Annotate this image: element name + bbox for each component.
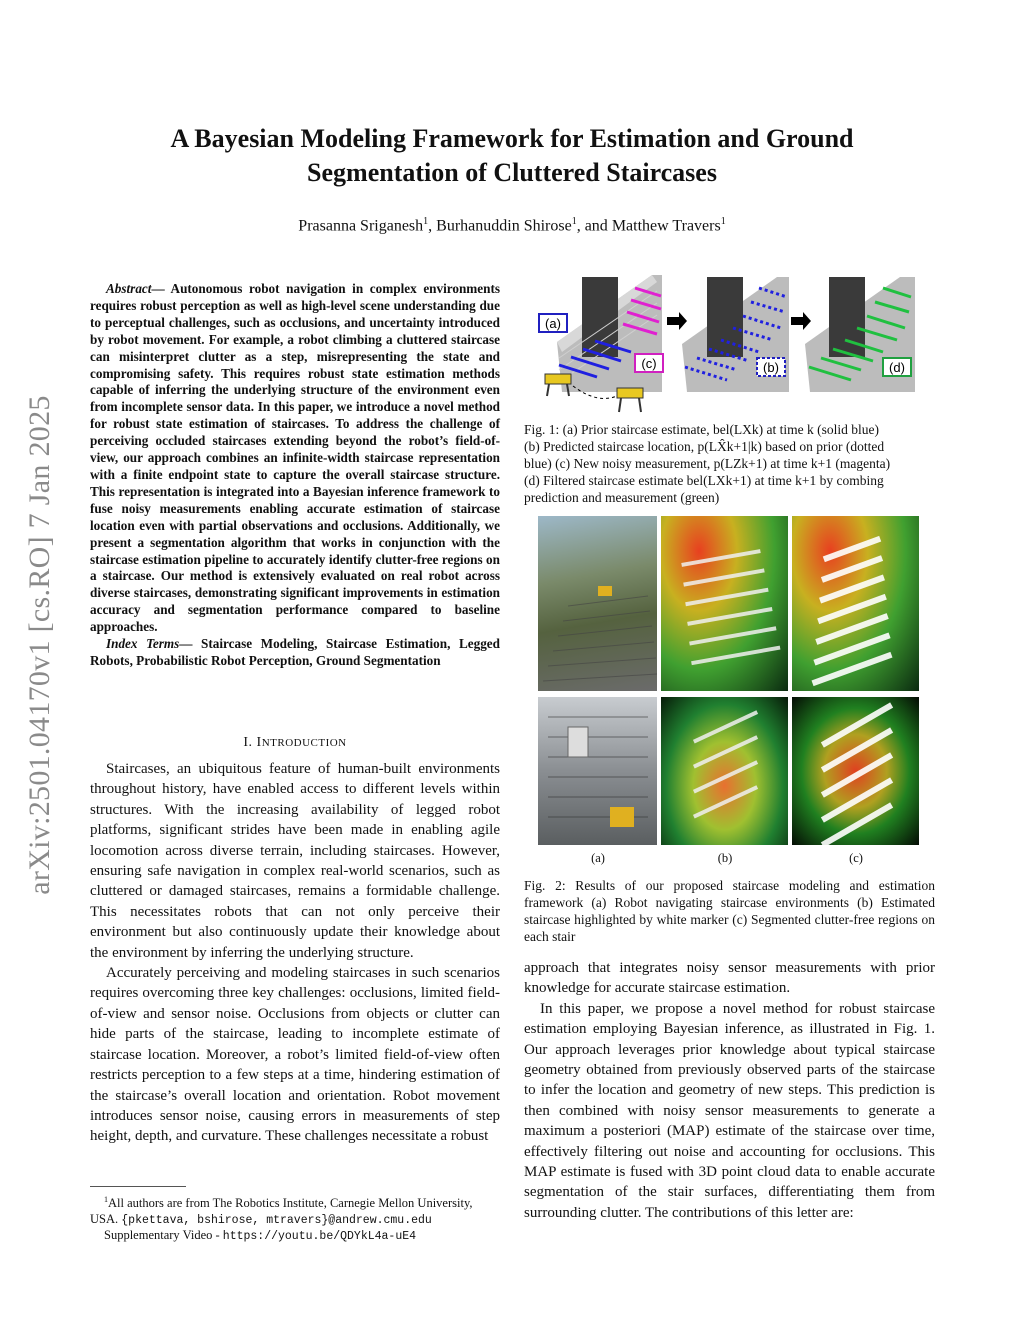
fig1-caption-line: (b) Predicted staircase location, p(LX̂k+1|k) based on prior (dotted bbox=[524, 439, 885, 454]
fig2-cloud-b-bottom bbox=[661, 697, 788, 845]
fig2-label-b: (b) bbox=[717, 851, 733, 865]
abstract-dash: — bbox=[151, 281, 171, 296]
fig1-caption-line: (d) Filtered staircase estimate bel(LXk+1) at time k+1 by combing bbox=[524, 473, 884, 488]
tag-b: (b) bbox=[763, 360, 779, 375]
cloud-b-top-stripes bbox=[661, 516, 788, 691]
tag-a: (a) bbox=[545, 316, 561, 331]
fig2-photo-a-top bbox=[538, 516, 657, 691]
author-3: Matthew Travers bbox=[611, 217, 721, 235]
stairs-metal-lines bbox=[538, 697, 657, 845]
arxiv-stamp: arXiv:2501.04170v1 [cs.RO] 7 Jan 2025 bbox=[23, 395, 56, 895]
affil-mark-1: 1 bbox=[423, 216, 429, 227]
figure-1-diagram bbox=[537, 272, 935, 414]
arrow-1 bbox=[667, 312, 687, 330]
footnote bbox=[90, 1192, 500, 1245]
tag-d: (d) bbox=[889, 360, 905, 375]
fig2-label-c: (c) bbox=[849, 851, 863, 865]
fig1-caption-line: prediction and measurement (green) bbox=[524, 490, 720, 505]
section-numeral: I. bbox=[243, 735, 257, 750]
abstract bbox=[90, 281, 500, 670]
intro-body bbox=[90, 759, 500, 1147]
staircase-a bbox=[557, 275, 662, 392]
section-first-letter: I bbox=[256, 735, 262, 750]
clutter-box-b bbox=[707, 277, 743, 357]
section-heading-introduction bbox=[90, 735, 500, 751]
robot-photo-icon bbox=[598, 586, 612, 596]
footnote-video-label: Supplementary Video - bbox=[104, 1228, 223, 1243]
intro-paragraph-1: Staircases, an ubiquitous feature of human-built environments throughout history, have enabled access to different levels within structures. With the increasing availability of legged robot platforms, significant strides have been made in enabling agile locomotion across diverse terrain, including staircases. However, ensuring safe navigation in complex real-world scenarios, such as cluttered or damaged staircases, remains a formidable challenge. This necessitates robots that can not only perceive their environment but also continuously update their knowledge about the environment by inferring the underlying structure. bbox=[90, 761, 500, 961]
right-paragraph-1: approach that integrates noisy sensor measurements with prior knowledge for accurate staircase estimation. bbox=[524, 960, 935, 997]
affil-mark-3: 1 bbox=[720, 216, 726, 227]
intro-paragraph-2: Accurately perceiving and modeling staircases in such scenarios requires overcoming three key challenges: occlusions, limited field-of-view and sensor noise. Occlusions from objects or clutter can hide parts of the staircase, leading to incomplete estimate of staircase location. Moreover, a robot’s limited field-of-view often restricts perception to a few steps at a time, hindering estimation of the staircase’s overall location and orientation. Robot movement introduces sensor noise, causing errors in measurements of step height, depth, and curvature. These challenges necessitate a robust bbox=[90, 965, 500, 1145]
title-line-1: A Bayesian Modeling Framework for Estimation and Ground bbox=[170, 124, 854, 153]
paper-title bbox=[90, 122, 934, 190]
footnote-affiliation: All authors are from The Robotics Institute, Carnegie Mellon University, bbox=[108, 1196, 473, 1211]
footnote-emails[interactable]: {pkettava, bshirose, mtravers}@andrew.cmu.edu bbox=[121, 1213, 432, 1227]
author-list bbox=[90, 216, 934, 235]
author-1: Prasanna Sriganesh bbox=[298, 217, 424, 235]
fig2-label-a: (a) bbox=[591, 851, 605, 865]
index-terms-text: Staircase Modeling, Staircase Estimation, Legged Robots, Probabilistic Robot Perception, Ground Segmentation bbox=[90, 636, 500, 668]
stairs-lines bbox=[538, 516, 657, 691]
robot-photo-icon bbox=[610, 807, 634, 827]
figure-1-svg bbox=[537, 272, 935, 414]
fig1-caption-line: Fig. 1: (a) Prior staircase estimate, bel(LXk) at time k (solid blue) bbox=[524, 422, 880, 437]
author-separator-and: , and bbox=[576, 217, 612, 235]
footnote-usa: USA. bbox=[90, 1211, 122, 1226]
footnote-rule bbox=[90, 1186, 186, 1187]
tag-c: (c) bbox=[641, 356, 657, 371]
figure-2-caption: Fig. 2: Results of our proposed staircase modeling and estimation framework (a) Robot navigating staircase environments (b) Estimated staircase highlighted by white marker (c) Segmented clutter-free regions on each stair bbox=[524, 878, 935, 944]
footnote-video-link[interactable]: https://youtu.be/QDYkL4a-uE4 bbox=[222, 1230, 417, 1244]
index-terms-label: Index Terms bbox=[106, 636, 180, 652]
fig2-cloud-c-top bbox=[792, 516, 919, 691]
fig2-cloud-c-bottom bbox=[792, 697, 919, 845]
index-terms-dash: — bbox=[179, 636, 202, 652]
author-2: Burhanuddin Shirose bbox=[436, 217, 572, 235]
affil-mark-2: 1 bbox=[571, 216, 577, 227]
right-paragraph-2: In this paper, we propose a novel method for robust staircase estimation employing Bayesian inference, as illustrated in Fig. 1. Our approach leverages prior knowledge about typical staircase geometry obtained from previously observed parts of the staircase to infer the location and geometry of new steps. This prediction is then combined with noisy sensor measurements to generate a maximum a posteriori (MAP) estimate of the staircase over time, effectively filtering out noise and accounting for occlusions. This MAP estimate is fused with 3D point cloud data to enable accurate segmentation of the stair surfaces, differentiating them from surrounding clutter. The contributions of this letter are: bbox=[524, 1000, 935, 1221]
title-line-2: Segmentation of Cluttered Staircases bbox=[307, 158, 717, 187]
abstract-text: Autonomous robot navigation in complex environments requires robust perception as well as high-level scene understanding due to perceptual challenges, such as occlusions, and uncertainty introduced by robot movement. For example, a robot climbing a cluttered staircase can misinterpret clutter as a step, misrepresenting the state and compromising safety. This requires robust state estimation methods capable of inferring the underlying structure of the environment even from incomplete sensor data. In this paper, we introduce a novel method for robust state estimation of staircases. To address the challenge of perceiving occluded staircases extending beyond the robot’s field-of-view, our approach combines an infinite-width staircase representation with a finite endpoint state to capture the overall staircase structure. This representation is integrated into a Bayesian inference framework to fuse noisy measurements enabling accurate estimation of staircase location even with partial observations and occlusions. Additionally, we present a segmentation algorithm that works in conjunction with the staircase estimation pipeline to accurately identify clutter-free regions on a staircase. Our method is extensively evaluated on real robot across diverse staircases, demonstrating significant improvements in estimation accuracy and segmentation performance compared to baseline approaches. bbox=[90, 281, 500, 635]
fig2-photo-a-bottom bbox=[538, 697, 657, 845]
arrow-2 bbox=[791, 312, 811, 330]
fig2-cloud-b-top bbox=[661, 516, 788, 691]
author-separator: , bbox=[428, 217, 437, 235]
right-column-body bbox=[524, 958, 935, 1223]
section-rest: NTRODUCTION bbox=[261, 737, 347, 749]
footnote-mark: 1 bbox=[104, 1195, 108, 1204]
figure-1-caption bbox=[524, 421, 935, 506]
clutter-photo-icon bbox=[568, 727, 588, 757]
cloud-c-bottom-stripes bbox=[792, 697, 919, 845]
abstract-label: Abstract bbox=[106, 281, 152, 296]
cloud-b-bottom-stripes bbox=[661, 697, 788, 845]
fig1-caption-line: blue) (c) New noisy measurement, p(LZk+1) at time k+1 (magenta) bbox=[524, 456, 891, 471]
cloud-c-top-stripes bbox=[792, 516, 919, 691]
